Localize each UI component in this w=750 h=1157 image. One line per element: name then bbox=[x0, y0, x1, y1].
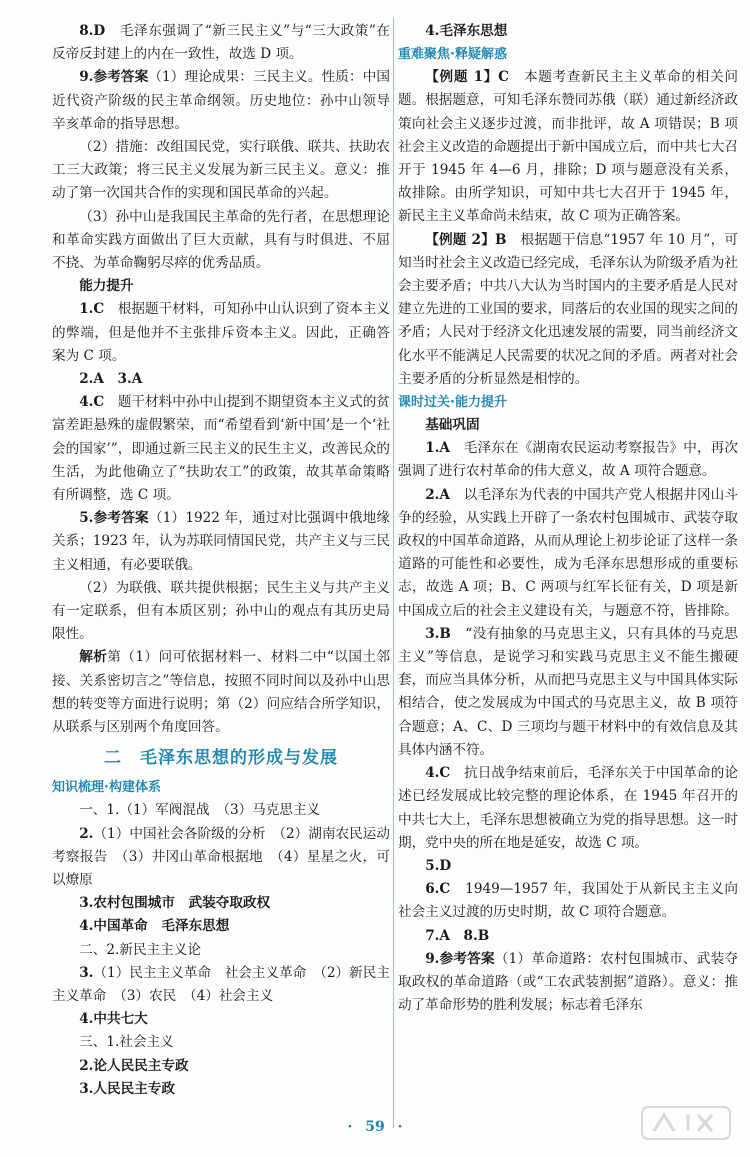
answer-label: 4.中国革命 毛泽东思想 bbox=[79, 918, 230, 935]
answer-text: 二、2.新民主主义论 bbox=[79, 941, 201, 958]
answer-label: 【例题 1】C bbox=[425, 69, 509, 86]
answer-label: 5.D bbox=[425, 857, 452, 874]
section-heading: 重难聚焦·释疑解惑 bbox=[398, 47, 507, 63]
answer-label: 3.B bbox=[425, 625, 451, 642]
chapter-number: 二 bbox=[104, 748, 122, 769]
answer-text: （1）1922 年，通过对比强调中俄地缘关系；1923 年，认为苏联同情国民党，共产主义与三民主义相通，有必要联俄。 bbox=[52, 510, 390, 573]
answer-label: 3.农村包围城市 武装夺取政权 bbox=[79, 895, 271, 912]
answer-text: 根据题干材料，可知孙中山认识到了资本主义的弊端，但是他并不主张排斥资本主义。因此，正确答案为 C 项。 bbox=[52, 301, 390, 364]
answer-label: 解析 bbox=[79, 649, 108, 666]
answer-label: 4.C bbox=[425, 765, 451, 782]
answer-paragraph bbox=[52, 577, 390, 647]
answer-paragraph bbox=[398, 855, 738, 878]
page-number: 59 bbox=[365, 1119, 385, 1135]
answer-label: 8.D bbox=[79, 23, 106, 39]
answer-text: 以毛泽东为代表的中国共产党人根据井冈山斗争的经验，从实践上开辟了一条农村包围城市、武装夺取政权的中国革命道路，从而从理论上初步论证了这样一条道路的可能性和必要性，成为毛泽东思想形成的重要标志，故选 A 项；B、C 两项与红军长征有关，D 项是新中国成立后的社会主义建设有关，与题意不符，皆排除。 bbox=[398, 486, 738, 619]
answer-label: 2. bbox=[79, 825, 94, 842]
answer-paragraph bbox=[52, 1078, 390, 1101]
answer-label: 2.A bbox=[425, 486, 450, 503]
answer-paragraph bbox=[398, 229, 738, 391]
answer-label: 9.参考答案 bbox=[425, 950, 495, 967]
answer-paragraph bbox=[398, 437, 738, 483]
answer-paragraph bbox=[398, 20, 738, 43]
section-heading: 知识梳理·构建体系 bbox=[52, 780, 161, 796]
answer-paragraph bbox=[52, 1031, 390, 1054]
answer-text: 抗日战争结束前后，毛泽东关于中国革命的论述已经发展成比较完整的理论体系，在 1945 年召开的中共七大上，毛泽东思想被确立为党的指导思想。这一时期，党中央的所在地是延安，故选 C 项。 bbox=[398, 765, 738, 851]
answer-text: （3）孙中山是我国民主革命的先行者，在思想理论和革命实践方面做出了巨大贡献，具有与时俱进、不屈不挠、为革命鞠躬尽瘁的优秀品质。 bbox=[52, 208, 390, 272]
answer-text: （1）民主主义革命 社会主义革命 （2）新民主主义革命 （3）农民 （4）社会主义 bbox=[52, 964, 390, 1004]
answer-paragraph bbox=[52, 1008, 390, 1031]
answer-paragraph bbox=[398, 925, 738, 948]
answer-paragraph bbox=[52, 646, 390, 739]
chapter-title bbox=[52, 744, 390, 772]
answer-text: 1949—1957 年，我国处于从新民主主义向社会主义过渡的历史时期，故 C 项符合题意。 bbox=[398, 881, 738, 921]
answer-paragraph bbox=[52, 915, 390, 938]
answer-paragraph bbox=[398, 878, 738, 924]
answer-paragraph bbox=[52, 1055, 390, 1078]
answer-paragraph bbox=[52, 892, 390, 915]
column-divider bbox=[393, 18, 394, 1128]
answer-text: （1）理论成果：三民主义。性质：中国近代资产阶级的民主革命纲领。历史地位：孙中山领导辛亥革命的指导思想。 bbox=[52, 69, 390, 132]
answer-paragraph bbox=[398, 66, 738, 228]
answer-text: 毛泽东在《湖南农民运动考察报告》中，再次强调了进行农村革命的伟大意义，故 A 项符合题意。 bbox=[398, 440, 738, 480]
answer-paragraph bbox=[52, 507, 390, 577]
chapter-title-text: 毛泽东思想的形成与发展 bbox=[140, 748, 338, 769]
answer-text: （2）为联俄、联共提供根据；民生主义与共产主义有一定联系，但有本质区别；孙中山的观点有其历史局限性。 bbox=[52, 579, 390, 643]
answer-paragraph bbox=[52, 206, 390, 276]
answer-label: 4.C bbox=[79, 394, 105, 411]
answer-paragraph bbox=[398, 948, 738, 1018]
section-heading: 课时过关·能力提升 bbox=[398, 395, 507, 411]
answer-paragraph bbox=[52, 962, 390, 1008]
answer-text: （1）中国社会各阶级的分析 （2）湖南农民运动考察报告 （3）井冈山革命根据地 （4）星星之火，可以燎原 bbox=[52, 825, 390, 888]
answer-paragraph bbox=[52, 823, 390, 893]
subsection-heading: 基础巩固 bbox=[425, 417, 480, 434]
answer-text: 本题考查新民主主义革命的相关问题。根据题意，可知毛泽东赞同苏俄（联）通过新经济政策向社会主义逐步过渡，而非批评，故 A 项错误；B 项社会主义改造的命题提出于新中国成立后，而中共七大召开于 1945 年 4—6 月，排除；D 项与题意没有关系，故排除。由所学知识，可知中共七大召开于 1945 年，新民主主义革命尚未结束，故 C 项为正确答案。 bbox=[398, 69, 739, 225]
answer-text: 三、1.社会主义 bbox=[79, 1034, 174, 1051]
subsection-heading: 能力提升 bbox=[79, 278, 134, 295]
answer-paragraph bbox=[52, 368, 390, 391]
answer-text: 毛泽东强调了“新三民主义”与“三大政策”在反帝反封建上的内在一致性，故选 D 项。 bbox=[52, 23, 390, 63]
answer-text: （1）革命道路：农村包围城市、武装夺取政权的革命道路（或“工农武装割据”道路）。意义：推动了革命形势的胜利发展；标志着毛泽东 bbox=[398, 950, 738, 1014]
left-column bbox=[52, 20, 390, 1101]
answer-label: 2.论人民民主专政 bbox=[79, 1057, 189, 1074]
answer-label: 2.A 3.A bbox=[79, 371, 143, 388]
answer-label: 1.C bbox=[79, 301, 105, 318]
answer-paragraph bbox=[398, 484, 738, 623]
answer-paragraph bbox=[52, 66, 390, 136]
answer-label: 1.A bbox=[425, 440, 450, 457]
answer-label: 5.参考答案 bbox=[79, 510, 149, 527]
answer-paragraph bbox=[52, 939, 390, 962]
answer-paragraph bbox=[52, 136, 390, 206]
answer-label: 【例题 2】B bbox=[425, 231, 507, 248]
page-footer bbox=[0, 1119, 750, 1135]
answer-label: 4.中共七大 bbox=[79, 1011, 148, 1028]
answer-paragraph bbox=[52, 20, 390, 66]
answer-label: 3. bbox=[79, 964, 94, 981]
answer-paragraph bbox=[52, 298, 390, 368]
answer-text: 根据题干信息“1957 年 10 月”，可知当时社会主义改造已经完成，毛泽东认为阶级矛盾为社会主要矛盾；中共八大认为当时国内的主要矛盾是人民对建立先进的工业国的要求，同落后的农业国的现实之间的矛盾；人民对于经济文化迅速发展的需要，同当前经济文化水平不能满足人民需要的状况之间的矛盾。两者对社会主要矛盾的分析显然是相悖的。 bbox=[398, 231, 738, 387]
answer-label: 6.C bbox=[425, 881, 451, 898]
answer-paragraph bbox=[398, 623, 738, 762]
answer-label: 3.人民民主专政 bbox=[79, 1080, 175, 1097]
right-column bbox=[398, 20, 738, 1017]
answer-text: 第（1）问可依据材料一、材料二中“以国土邻接、关系密切言之”等信息，按照不同时间以及孙中山思想的转变等方面进行说明；第（2）问应结合所学知识，从联系与区别两个角度回答。 bbox=[52, 649, 390, 736]
answer-text: “没有抽象的马克思主义，只有具体的马克思主义”等信息，是说学习和实践马克思主义不能生搬硬套，而应当具体分析，从而把马克思主义与中国具体实际相结合，使之发展成为中国式的马克思主义，故 B 项符合题意；A、C、D 三项均与题干材料中的有效信息及其具体内涵不符。 bbox=[398, 625, 738, 758]
watermark-logo-icon bbox=[640, 1103, 732, 1143]
answer-text: 题干材料中孙中山提到不期望资本主义式的贫富差距悬殊的虚假繁荣，而“希望看到‘新中国’是一个‘社会的国家’”，即通过新三民主义的民生主义，改善民众的生活，为此他确立了“扶助农工”的政策，故其革命策略有所调整，选 C 项。 bbox=[52, 394, 390, 504]
footer-dot-icon: · bbox=[347, 1119, 353, 1135]
answer-text: 一、1.（1）军阀混战 （3）马克思主义 bbox=[79, 802, 321, 819]
answer-label: 7.A 8.B bbox=[425, 927, 490, 944]
answer-paragraph bbox=[398, 762, 738, 855]
footer-dot-icon: · bbox=[397, 1119, 403, 1135]
answer-paragraph bbox=[52, 391, 390, 507]
answer-text: （2）措施：改组国民党，实行联俄、联共、扶助农工三大政策；将三民主义发展为新三民主义。意义：推动了第一次国共合作的实现和国民革命的兴起。 bbox=[52, 139, 390, 202]
answer-label: 4.毛泽东思想 bbox=[425, 23, 508, 39]
answer-label: 9.参考答案 bbox=[79, 69, 149, 86]
answer-paragraph bbox=[52, 799, 390, 822]
